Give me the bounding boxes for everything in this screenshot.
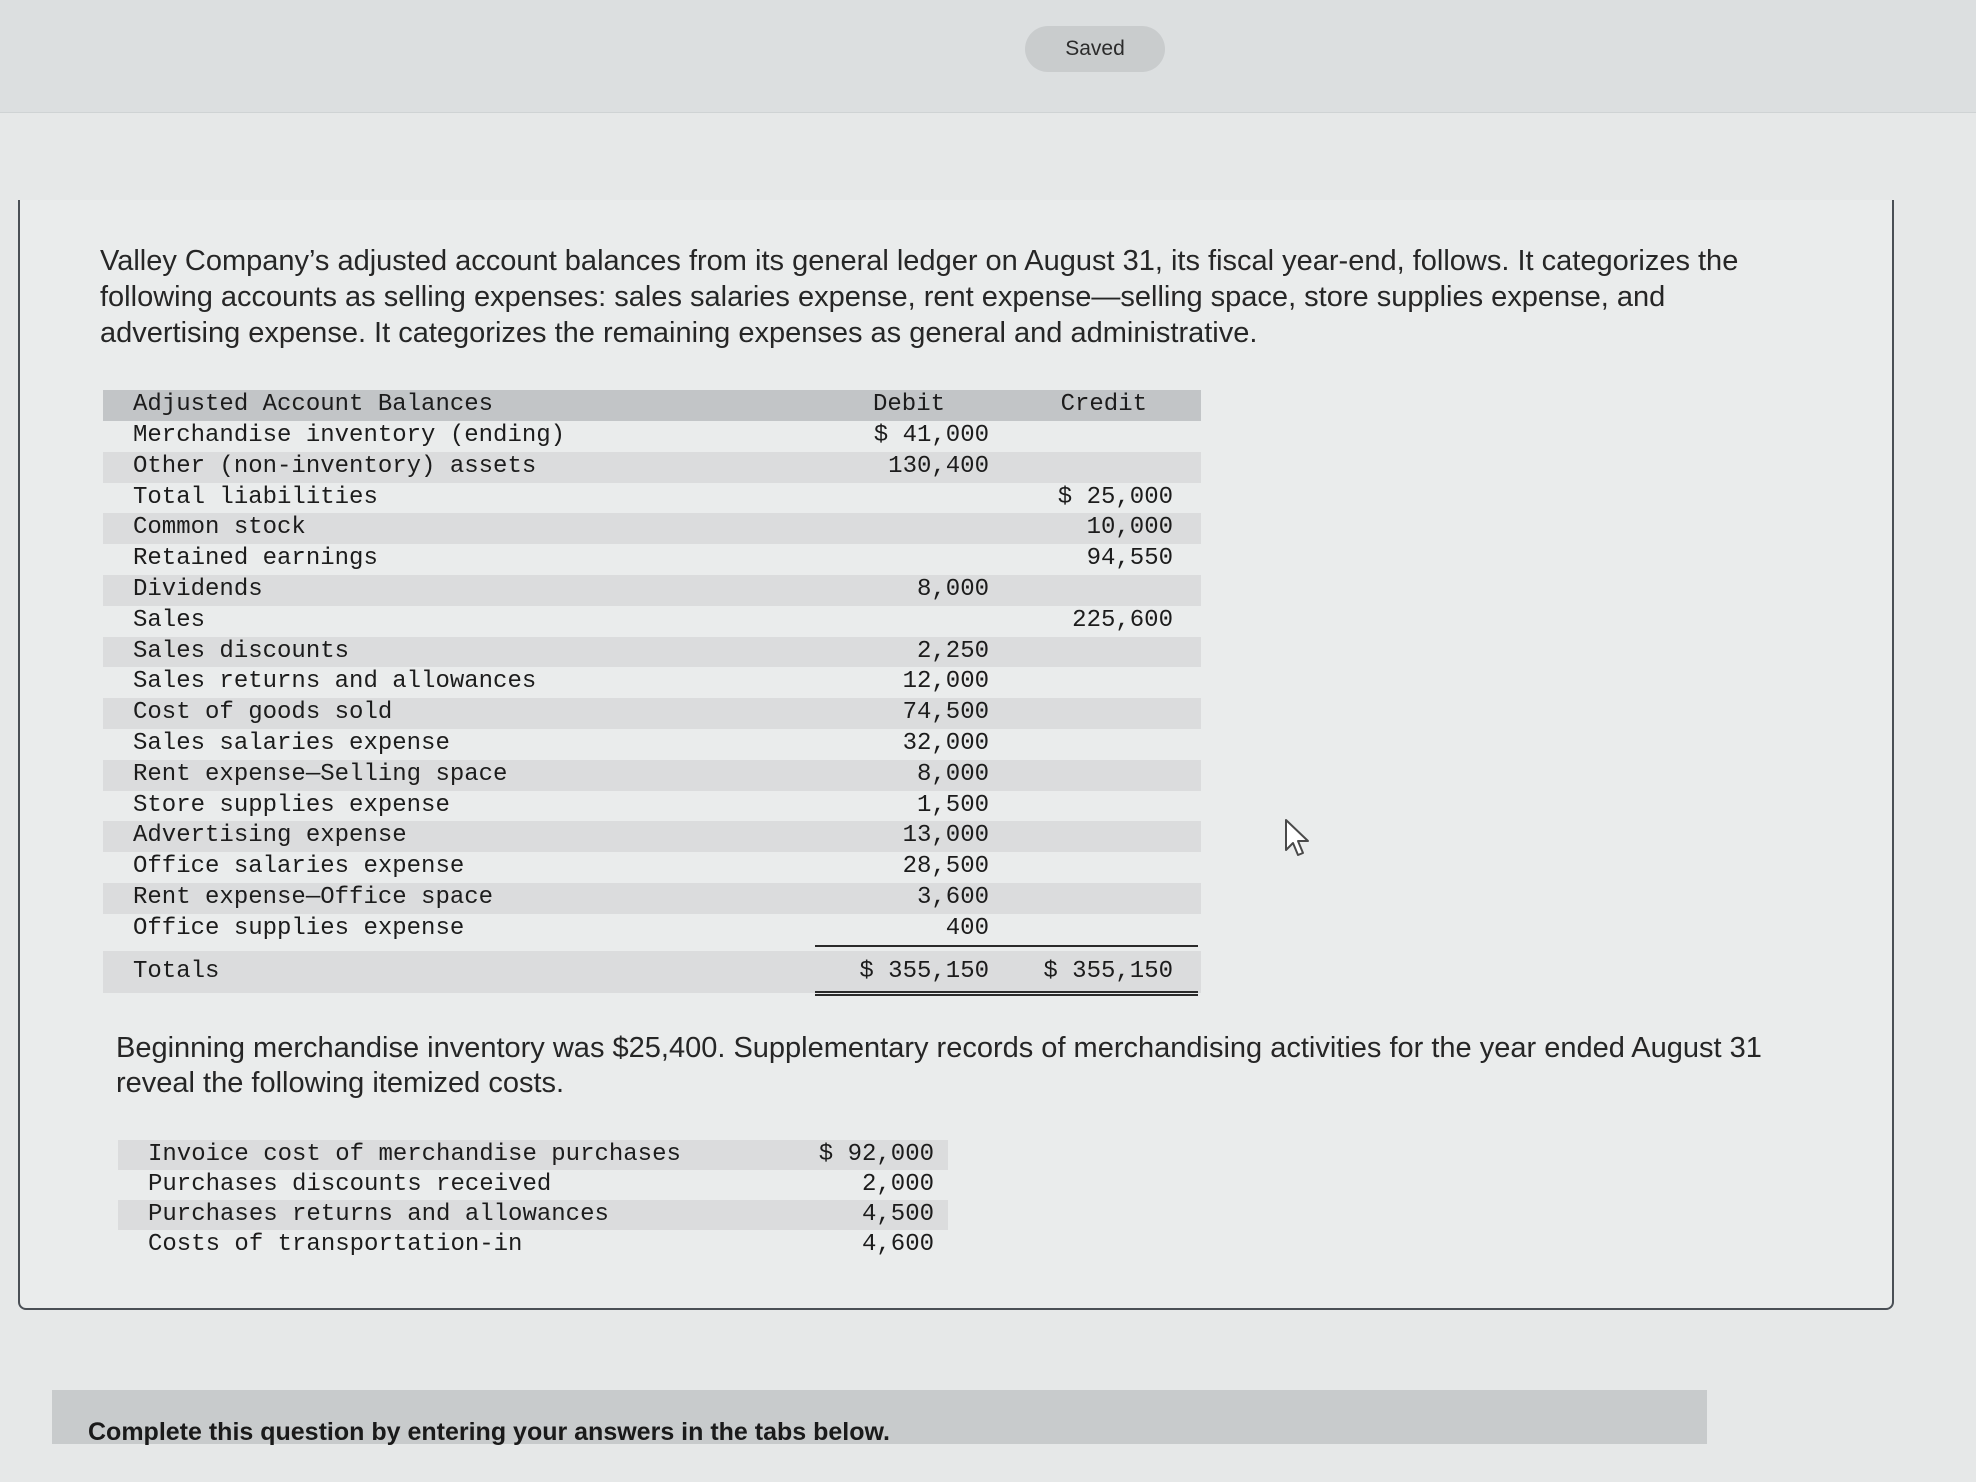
column-header-debit: Debit [872, 391, 945, 418]
table-row [118, 1200, 948, 1230]
account-name: Rent expense—Office space [133, 883, 494, 911]
table-row [103, 544, 1201, 575]
account-name: Store supplies expense [133, 791, 450, 819]
account-name: Retained earnings [133, 545, 378, 573]
debit-amount: 3,600 [916, 883, 989, 911]
account-name: Office salaries expense [133, 853, 465, 881]
table-row [118, 1230, 948, 1260]
account-name: Other (non-inventory) assets [133, 452, 537, 480]
table-row [118, 1140, 948, 1170]
cost-label: Costs of transportation-in [148, 1231, 523, 1258]
itemized-costs-table [118, 1140, 948, 1260]
debit-amount: 2,250 [916, 637, 989, 665]
cost-value: 2,000 [861, 1171, 934, 1198]
total-double-underline [815, 991, 1198, 996]
debit-amount: 32,000 [902, 729, 989, 757]
debit-amount: 28,500 [902, 853, 989, 881]
account-name: Office supplies expense [133, 914, 465, 942]
table-row [103, 575, 1201, 606]
table-row [103, 914, 1201, 945]
adjusted-balances-table [103, 390, 1201, 993]
table-row [103, 606, 1201, 637]
top-toolbar [0, 0, 1976, 113]
account-name: Dividends [133, 575, 263, 603]
cost-value: $ 92,000 [818, 1141, 934, 1168]
debit-amount: 1,500 [916, 791, 989, 819]
account-name: Advertising expense [133, 822, 407, 850]
table-row [103, 760, 1201, 791]
debit-amount: 13,000 [902, 822, 989, 850]
supplementary-text: Beginning merchandise inventory was $25,400. Supplementary records of merchandising activities for the year ended August 31 reveal the following itemized costs. [116, 1032, 1762, 1099]
credit-amount: 10,000 [1086, 514, 1173, 542]
account-name: Total liabilities [133, 483, 378, 511]
credit-amount: 225,600 [1072, 606, 1173, 634]
table-row [118, 1170, 948, 1200]
table-row [103, 667, 1201, 698]
debit-amount: 8,000 [916, 575, 989, 603]
table-row [103, 698, 1201, 729]
account-name: Cost of goods sold [133, 699, 393, 727]
instruction-bar [52, 1390, 1707, 1444]
totals-label: Totals [133, 957, 220, 985]
table-row [103, 421, 1201, 452]
instruction-text: Complete this question by entering your answers in the tabs below. [88, 1418, 890, 1446]
table-row [103, 852, 1201, 883]
column-header-account: Adjusted Account Balances [133, 391, 494, 418]
account-name: Common stock [133, 514, 306, 542]
debit-amount: 74,500 [902, 699, 989, 727]
cost-value: 4,600 [861, 1231, 934, 1258]
credit-total: $ 355,150 [1043, 957, 1173, 985]
cost-label: Invoice cost of merchandise purchases [148, 1141, 681, 1168]
table-row [103, 452, 1201, 483]
table-header-row [103, 390, 1201, 421]
account-name: Sales salaries expense [133, 729, 450, 757]
question-intro-text: Valley Company’s adjusted account balances from its general ledger on August 31, its fiscal year-end, follows. It categorizes the following accounts as selling expenses: sales salaries expense, rent expense—selling space, store supplies expense, and advertising expense. It categorizes the remaining expenses as general and administrative. [100, 245, 1739, 349]
credit-amount: $ 25,000 [1057, 483, 1173, 511]
column-header-credit: Credit [1060, 391, 1147, 418]
total-underline [815, 945, 1198, 947]
cost-value: 4,500 [861, 1201, 934, 1228]
account-name: Merchandise inventory (ending) [133, 422, 566, 449]
table-row [103, 637, 1201, 668]
table-row [103, 729, 1201, 760]
table-row [103, 483, 1201, 514]
debit-amount: 400 [945, 914, 989, 942]
debit-amount: $ 41,000 [873, 422, 989, 449]
mouse-pointer-icon [1284, 818, 1314, 865]
totals-row [103, 951, 1201, 993]
table-row [103, 821, 1201, 852]
account-name: Rent expense—Selling space [133, 760, 508, 788]
table-row [103, 513, 1201, 544]
debit-amount: 8,000 [916, 760, 989, 788]
account-name: Sales returns and allowances [133, 668, 537, 696]
debit-amount: 12,000 [902, 668, 989, 696]
account-name: Sales discounts [133, 637, 350, 665]
table-row [103, 883, 1201, 914]
account-name: Sales [133, 606, 206, 634]
debit-amount: 130,400 [888, 452, 989, 480]
table-row [103, 791, 1201, 822]
cost-label: Purchases returns and allowances [148, 1201, 609, 1228]
credit-amount: 94,550 [1086, 545, 1173, 573]
debit-total: $ 355,150 [859, 957, 989, 985]
saved-status-badge: Saved [1025, 26, 1165, 72]
cost-label: Purchases discounts received [148, 1171, 552, 1198]
